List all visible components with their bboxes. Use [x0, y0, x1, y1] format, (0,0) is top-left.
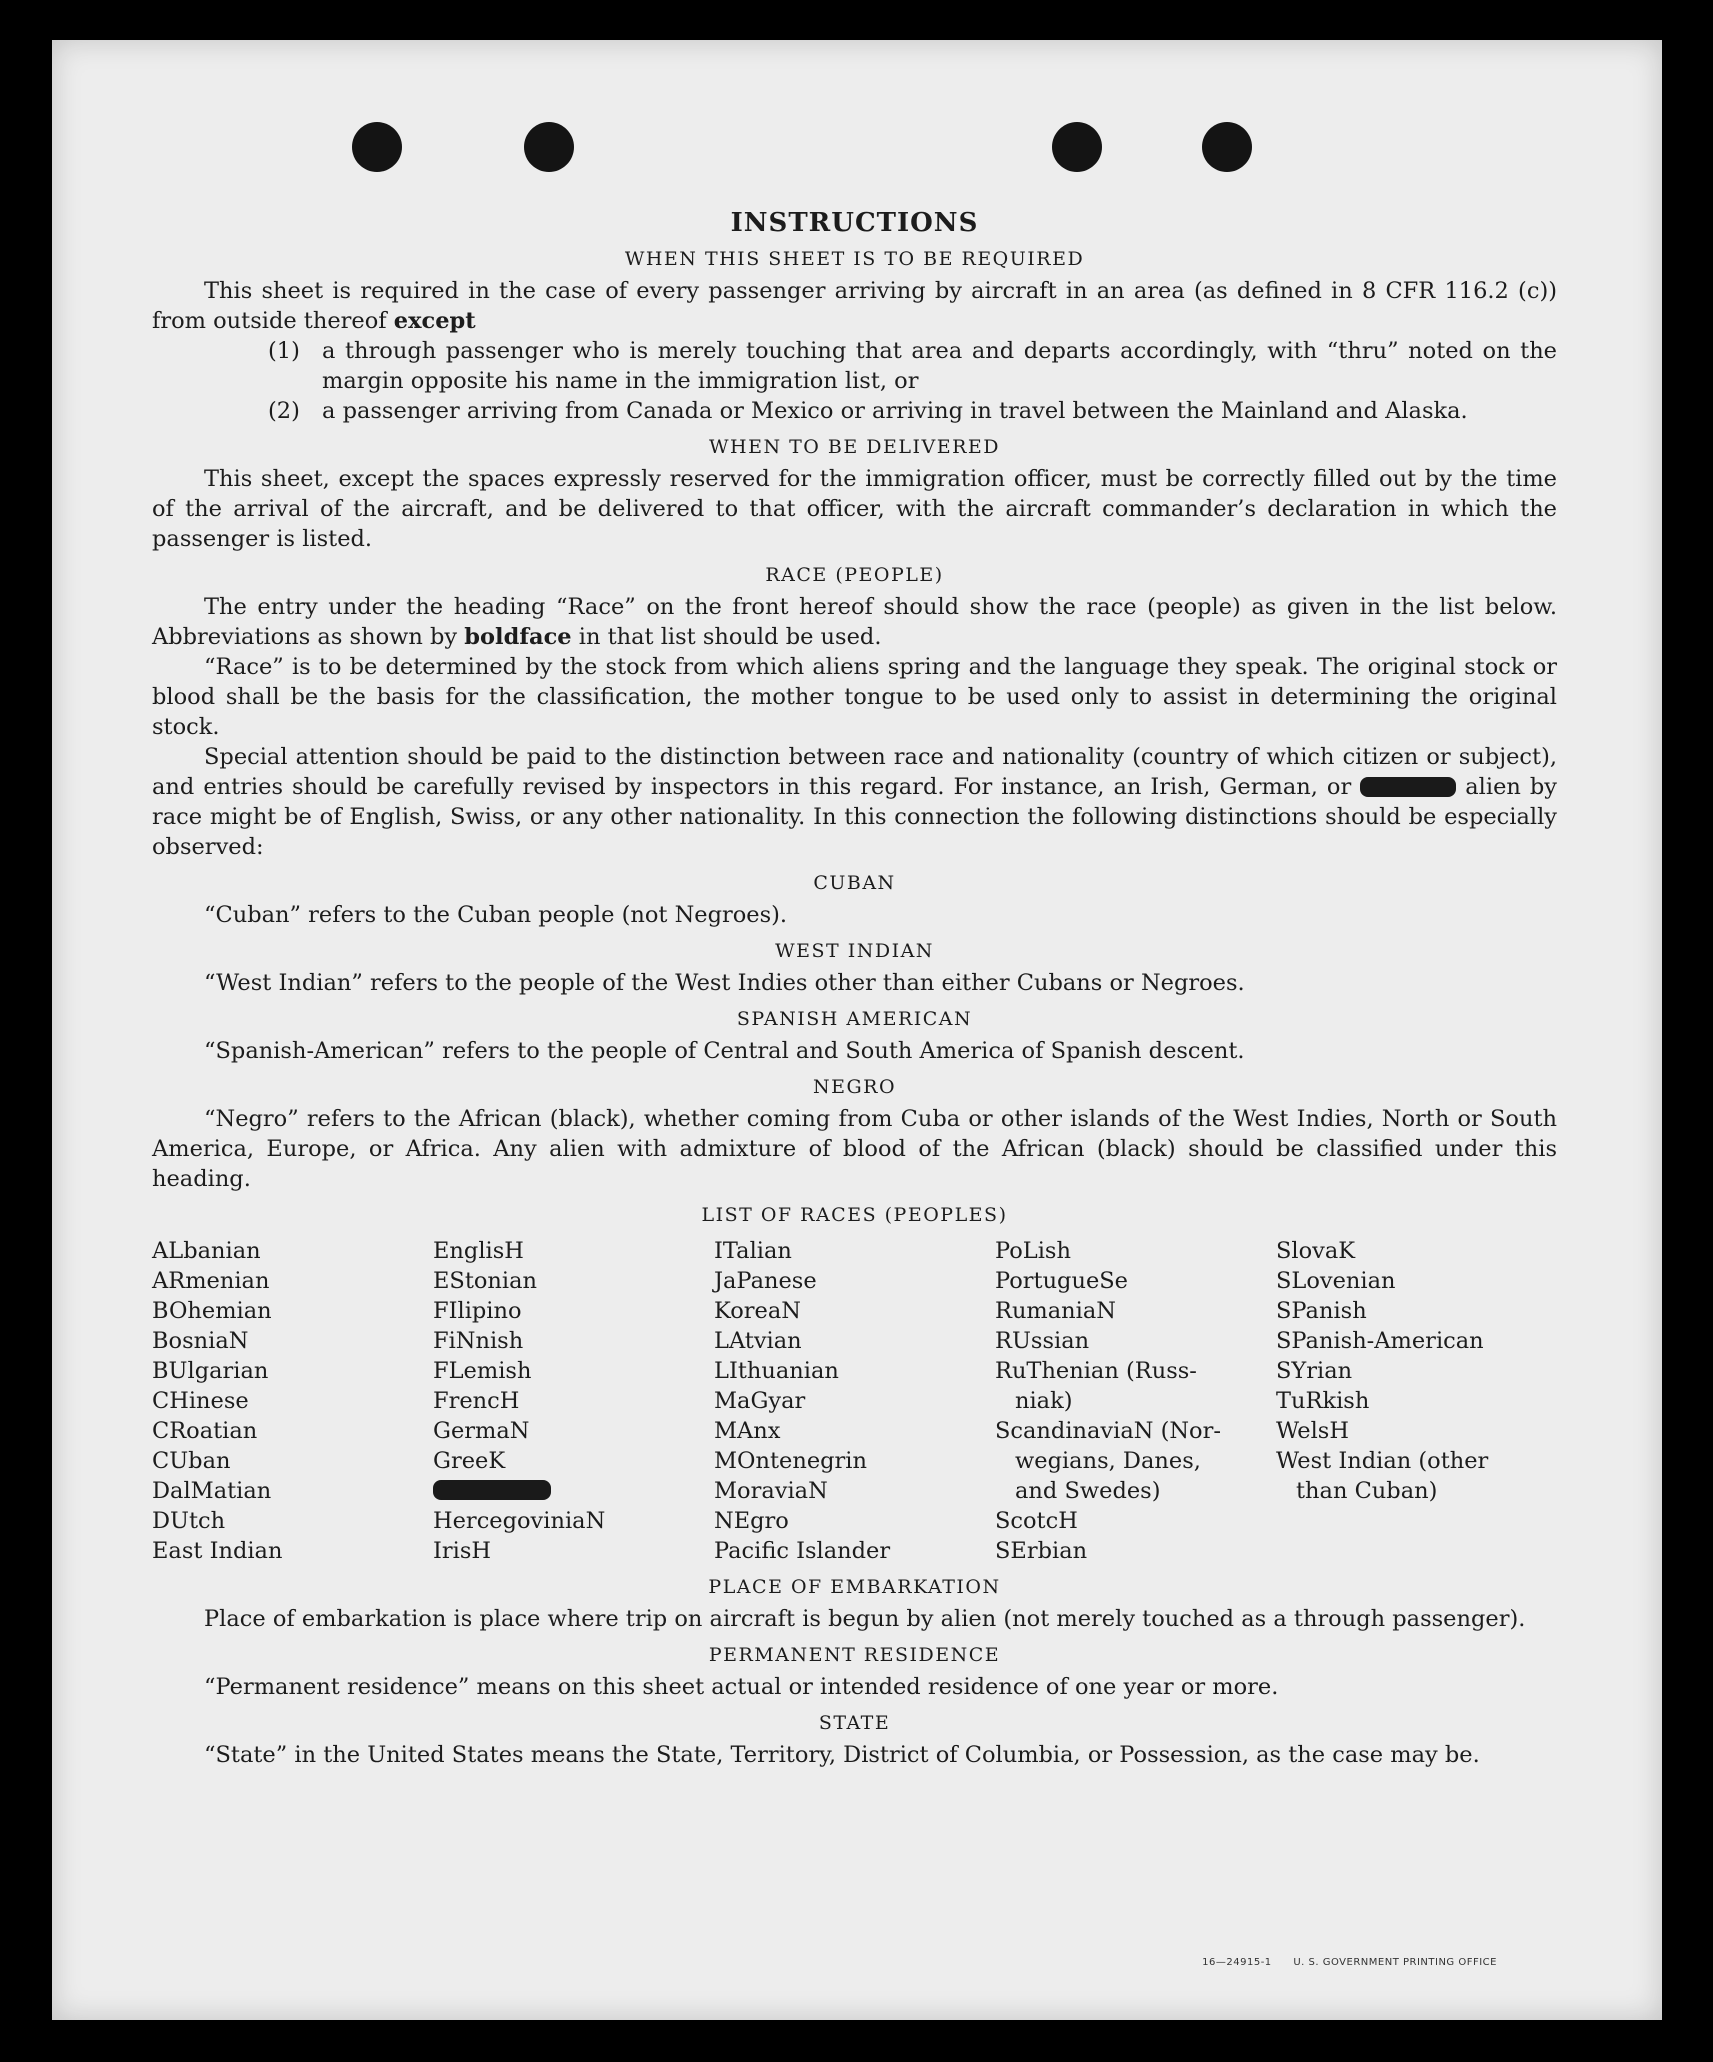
races-column-3 [714, 1236, 995, 1566]
race-entry: ALbanian [152, 1238, 261, 1264]
section-heading-delivered: WHEN TO BE DELIVERED [708, 436, 1001, 458]
race-entry: and Swedes) [1015, 1478, 1161, 1504]
race-entry: DalMatian [152, 1478, 272, 1504]
race-entry: PortugueSe [995, 1268, 1129, 1294]
race-entry: ITalian [714, 1238, 792, 1264]
races-column-5 [1276, 1236, 1557, 1566]
punch-hole [1202, 122, 1252, 172]
redaction-mark [1360, 777, 1456, 797]
race-paragraph-2: “Race” is to be determined by the stock from which aliens spring and the language they speak. The original stock or blood shall be the basis for the classification, the mother tongue to be used only to assist in determining the original stock. [152, 654, 1557, 740]
race-entry: ARmenian [152, 1268, 270, 1294]
race-entry: RumaniaN [995, 1298, 1116, 1324]
race-entry: ScandinaviaN (Nor- [995, 1418, 1221, 1444]
required-item-1: (1) a through passenger who is merely touching that area and departs accordingly, with “thru” noted on the margin opposite his name in the immigration list, or [268, 338, 1557, 394]
race-entry: CUban [152, 1448, 231, 1474]
printer-name: U. S. GOVERNMENT PRINTING OFFICE [1293, 1957, 1497, 1968]
race-entry: Pacific Islander [714, 1538, 891, 1564]
race-entry: than Cuban) [1296, 1478, 1438, 1504]
race-entry: SYrian [1276, 1358, 1353, 1384]
race-entry: GermaN [433, 1418, 530, 1444]
race-entry: JaPanese [714, 1268, 817, 1294]
race-entry: EnglisH [433, 1238, 524, 1264]
section-heading-race: RACE (PEOPLE) [765, 564, 944, 586]
race-entry: BUlgarian [152, 1358, 269, 1384]
spanish-american-text: “Spanish-American” refers to the people of Central and South America of Spanish descent. [204, 1038, 1245, 1064]
section-heading-required: WHEN THIS SHEET IS TO BE REQUIRED [624, 248, 1085, 270]
negro-text: “Negro” refers to the African (black), whether coming from Cuba or other islands of the West Indies, North or South America, Europe, or Africa. Any alien with admixture of blood of the African (black) should be classified under this heading. [152, 1106, 1557, 1192]
race-entry: MAnx [714, 1418, 781, 1444]
race-entry: SPanish [1276, 1298, 1367, 1324]
race-entry: East Indian [152, 1538, 283, 1564]
section-heading-spanish-american: SPANISH AMERICAN [736, 1008, 973, 1030]
section-heading-state: STATE [818, 1712, 891, 1734]
race-entry: West Indian (other [1276, 1448, 1489, 1474]
punch-hole [352, 122, 402, 172]
race-entry: SlovaK [1276, 1238, 1356, 1264]
race-entry: RUssian [995, 1328, 1090, 1354]
race-entry: FiNnish [433, 1328, 524, 1354]
punch-hole [1052, 122, 1102, 172]
race-paragraph-1: The entry under the heading “Race” on the front hereof should show the race (people) as given in the list below. Abbreviations as shown by boldface in that list should be used. [152, 594, 1557, 650]
form-code: 16—24915-1 [1202, 1957, 1272, 1968]
section-heading-west-indian: WEST INDIAN [775, 940, 934, 962]
race-entry: niak) [1015, 1388, 1073, 1414]
race-entry: HercegoviniaN [433, 1508, 606, 1534]
page-title: INSTRUCTIONS [730, 208, 979, 238]
section-heading-residence: PERMANENT RESIDENCE [708, 1644, 1001, 1666]
race-entry: MaGyar [714, 1388, 806, 1414]
cuban-text: “Cuban” refers to the Cuban people (not Negroes). [204, 902, 788, 928]
race-entry: PoLish [995, 1238, 1071, 1264]
section-heading-embarkation: PLACE OF EMBARKATION [708, 1576, 1001, 1598]
race-entry: wegians, Danes, [1015, 1448, 1201, 1474]
race-entry: LIthuanian [714, 1358, 839, 1384]
instructions-body [152, 208, 1557, 1770]
delivered-text: This sheet, except the spaces expressly reserved for the immigration officer, must be correctly filled out by the time of the arrival of the aircraft, and be delivered to that officer, with the aircraft commander’s declaration in which the passenger is listed. [152, 466, 1557, 552]
races-list [152, 1236, 1557, 1566]
embarkation-text: Place of embarkation is place where trip on aircraft is begun by alien (not merely touched as a through passenger). [204, 1606, 1526, 1632]
race-entry: SLovenian [1276, 1268, 1396, 1294]
required-item-2: (2) a passenger arriving from Canada or Mexico or arriving in travel between the Mainland and Alaska. [268, 398, 1468, 424]
race-entry: SPanish-American [1276, 1328, 1484, 1354]
state-text: “State” in the United States means the State, Territory, District of Columbia, or Possession, as the case may be. [204, 1742, 1480, 1768]
race-entry: BOhemian [152, 1298, 272, 1324]
west-indian-text: “West Indian” refers to the people of the West Indies other than either Cubans or Negroes. [204, 970, 1245, 996]
race-entry: RuThenian (Russ- [995, 1358, 1197, 1384]
race-entry: GreeK [433, 1448, 506, 1474]
race-entry: FLemish [433, 1358, 532, 1384]
section-heading-cuban: CUBAN [813, 872, 896, 894]
race-entry: DUtch [152, 1508, 226, 1534]
race-entry: CHinese [152, 1388, 249, 1414]
race-entry: CRoatian [152, 1418, 258, 1444]
printer-footer [1184, 1957, 1497, 1968]
residence-text: “Permanent residence” means on this sheet actual or intended residence of one year or more. [204, 1674, 1279, 1700]
redaction-mark [433, 1480, 551, 1500]
race-entry: NEgro [714, 1508, 789, 1534]
race-entry: IrisH [433, 1538, 492, 1564]
race-entry: MoraviaN [714, 1478, 828, 1504]
race-entry: FIlipino [433, 1298, 522, 1324]
section-heading-list: LIST OF RACES (PEOPLES) [701, 1204, 1008, 1226]
races-column-4 [995, 1236, 1276, 1566]
races-column-1 [152, 1236, 433, 1566]
race-entry: FrencH [433, 1388, 520, 1414]
race-entry: TuRkish [1276, 1388, 1370, 1414]
race-entry: WelsH [1276, 1418, 1349, 1444]
section-heading-negro: NEGRO [812, 1076, 897, 1098]
document-page [52, 40, 1662, 2020]
race-entry: KoreaN [714, 1298, 801, 1324]
punch-hole [524, 122, 574, 172]
race-paragraph-3: Special attention should be paid to the distinction between race and nationality (country of which citizen or subject), and entries should be carefully revised by inspectors in this regard. For instance, an Irish, German, or alien by race might be of English, Swiss, or any other nationality. In this connection the following distinctions should be especially observed: [152, 744, 1558, 860]
race-entry: SErbian [995, 1538, 1088, 1564]
race-entry: LAtvian [714, 1328, 802, 1354]
race-entry [433, 1476, 714, 1506]
race-entry: MOntenegrin [714, 1448, 867, 1474]
races-column-2 [433, 1236, 714, 1566]
race-entry: ScotcH [995, 1508, 1078, 1534]
required-intro: This sheet is required in the case of every passenger arriving by aircraft in an area (as defined in 8 CFR 116.2 (c)) from outside thereof except [152, 278, 1557, 334]
race-entry: EStonian [433, 1268, 538, 1294]
race-entry: BosniaN [152, 1328, 249, 1354]
